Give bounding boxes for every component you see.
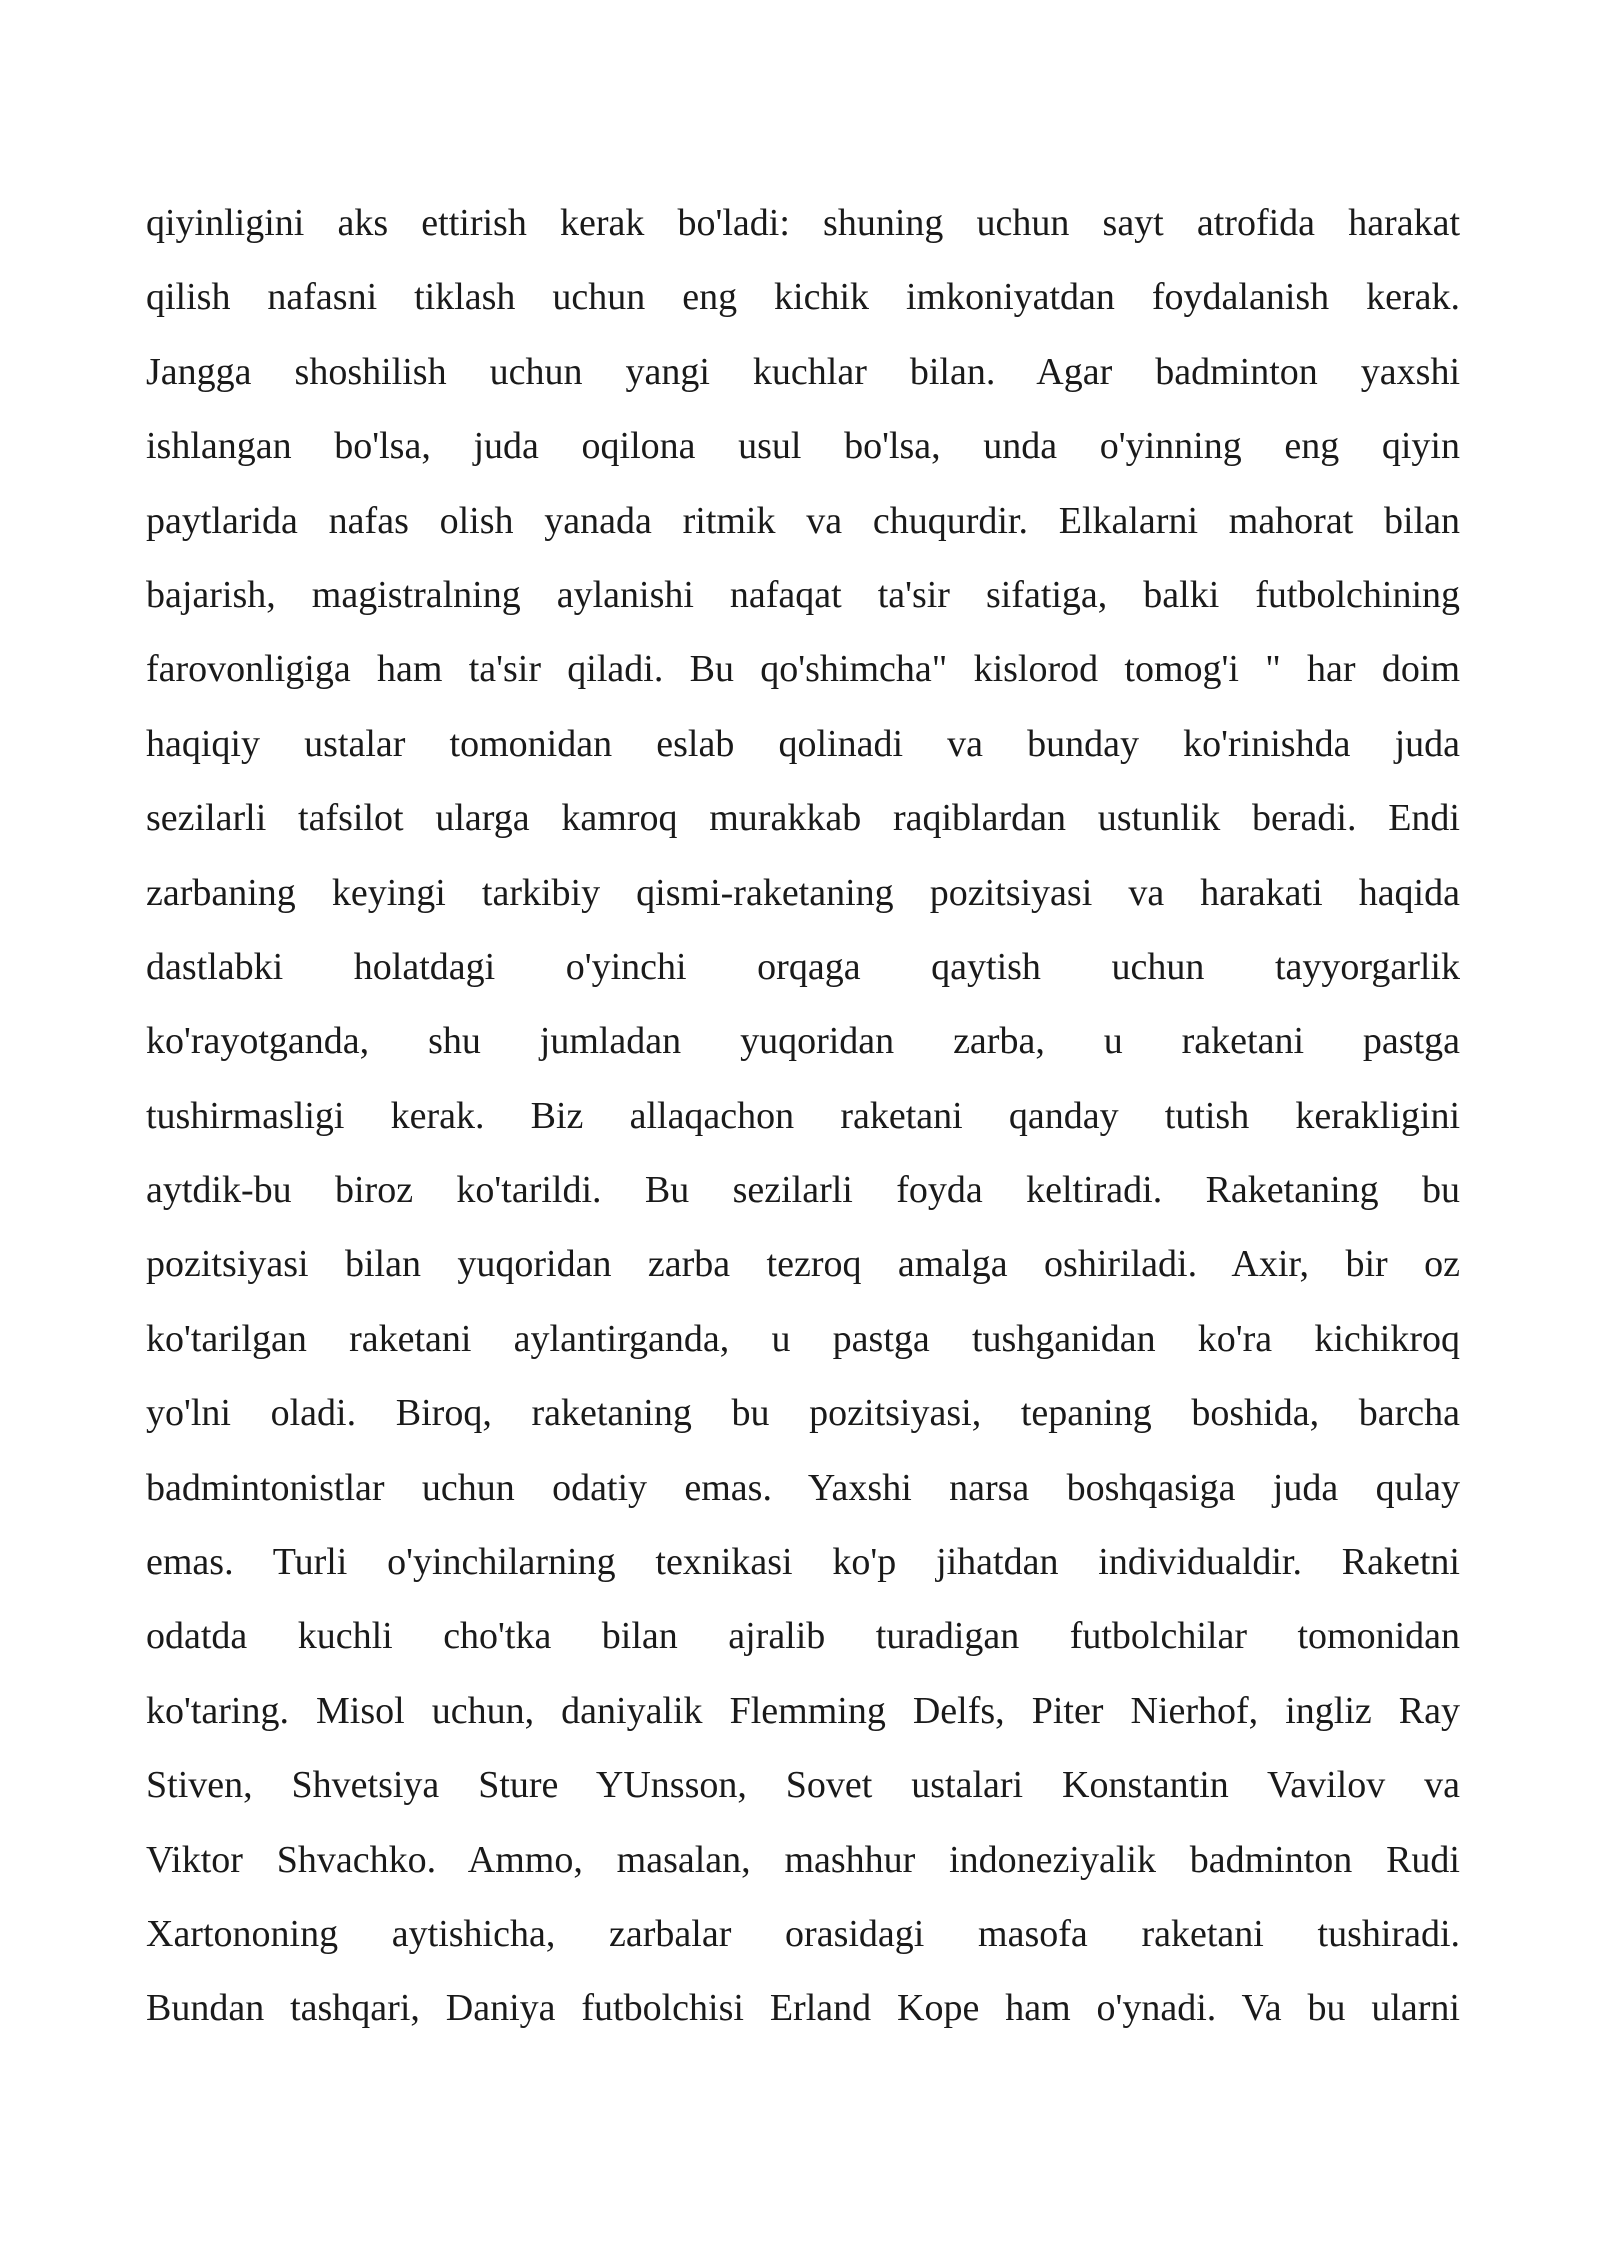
text-line: sezilarli tafsilot ularga kamroq murakkab raqiblardan ustunlik beradi. Endi bbox=[146, 797, 1460, 840]
text-line: aytdik-bu biroz ko'tarildi. Bu sezilarli foyda keltiradi. Raketaning bu bbox=[146, 1169, 1460, 1212]
text-line: tushirmasligi kerak. Biz allaqachon raketani qanday tutish kerakligini bbox=[146, 1094, 1460, 1137]
text-line: Stiven, Shvetsiya Sture YUnsson, Sovet ustalari Konstantin Vavilov va bbox=[146, 1764, 1460, 1807]
text-line: Jangga shoshilish uchun yangi kuchlar bilan. Agar badminton yaxshi bbox=[146, 350, 1460, 393]
text-line: Bundan tashqari, Daniya futbolchisi Erland Kope ham o'ynadi. Va bu ularni bbox=[146, 1987, 1460, 2030]
text-line: Viktor Shvachko. Ammo, masalan, mashhur indoneziyalik badminton Rudi bbox=[146, 1838, 1460, 1881]
text-line: farovonligiga ham ta'sir qiladi. Bu qo'shimcha" kislorod tomog'i " har doim bbox=[146, 648, 1460, 691]
text-line: badmintonistlar uchun odatiy emas. Yaxshi narsa boshqasiga juda qulay bbox=[146, 1466, 1460, 1509]
text-line: ko'tarilgan raketani aylantirganda, u pastga tushganidan ko'ra kichikroq bbox=[146, 1317, 1460, 1360]
text-line: odatda kuchli cho'tka bilan ajralib turadigan futbolchilar tomonidan bbox=[146, 1615, 1460, 1658]
text-line: bajarish, magistralning aylanishi nafaqat ta'sir sifatiga, balki futbolchining bbox=[146, 573, 1460, 616]
text-line: ishlangan bo'lsa, juda oqilona usul bo'lsa, unda o'yinning eng qiyin bbox=[146, 425, 1460, 468]
text-line: paytlarida nafas olish yanada ritmik va chuqurdir. Elkalarni mahorat bilan bbox=[146, 499, 1460, 542]
text-line: pozitsiyasi bilan yuqoridan zarba tezroq amalga oshiriladi. Axir, bir oz bbox=[146, 1243, 1460, 1286]
text-line: emas. Turli o'yinchilarning texnikasi ko'p jihatdan individualdir. Raketni bbox=[146, 1541, 1460, 1584]
text-line: haqiqiy ustalar tomonidan eslab qolinadi va bunday ko'rinishda juda bbox=[146, 722, 1460, 765]
text-line: qiyinligini aks ettirish kerak bo'ladi: shuning uchun sayt atrofida harakat bbox=[146, 202, 1460, 244]
text-line: Xartononing aytishicha, zarbalar orasidagi masofa raketani tushiradi. bbox=[146, 1912, 1460, 1955]
body-text bbox=[146, 186, 1460, 2046]
text-line: ko'taring. Misol uchun, daniyalik Flemming Delfs, Piter Nierhof, ingliz Ray bbox=[146, 1689, 1460, 1732]
text-line: qilish nafasni tiklash uchun eng kichik imkoniyatdan foydalanish kerak. bbox=[146, 276, 1460, 319]
text-line: dastlabki holatdagi o'yinchi orqaga qaytish uchun tayyorgarlik bbox=[146, 945, 1460, 988]
text-line: yo'lni oladi. Biroq, raketaning bu pozitsiyasi, tepaning boshida, barcha bbox=[146, 1392, 1460, 1435]
text-line: zarbaning keyingi tarkibiy qismi-raketaning pozitsiyasi va harakati haqida bbox=[146, 871, 1460, 914]
text-line: ko'rayotganda, shu jumladan yuqoridan zarba, u raketani pastga bbox=[146, 1020, 1460, 1063]
